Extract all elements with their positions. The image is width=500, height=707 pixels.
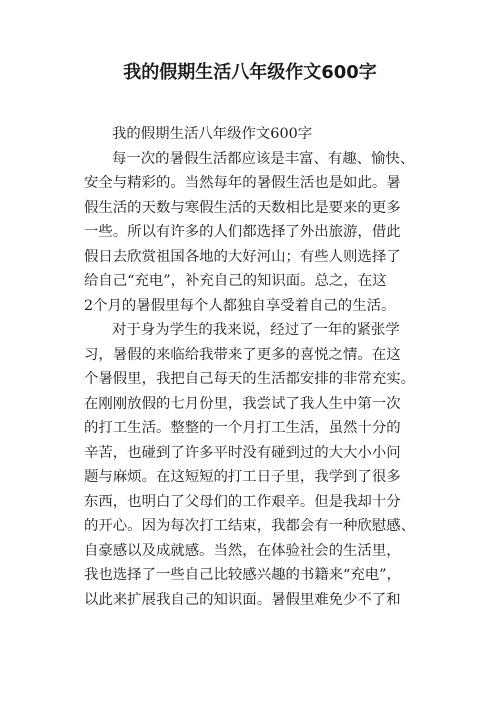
text-line: 的打工生活。整整的一个月打工生活，虽然十分的: [84, 420, 401, 436]
text-line: 东西，也明白了父母们的工作艰辛。但是我却十分: [84, 493, 401, 510]
text-line: 题与麻烦。在这短短的打工日子里，我学到了很多: [84, 469, 401, 485]
document-body: [84, 122, 424, 612]
text-line: 对于身为学生的我来说，经过了一年的紧张学: [112, 322, 400, 338]
text-line: 安全与精彩的。当然每年的暑假生活也是如此。暑: [84, 175, 401, 191]
document-title: 我的假期生活八年级作文600字: [123, 62, 377, 83]
text-line: 一些。所以有许多的人们都选择了外出旅游，借此: [84, 224, 401, 240]
text-line: 在刚刚放假的七月份里，我尝试了我人生中第一次: [84, 395, 401, 412]
text-line: 每一次的暑假生活都应该是丰富、有趣、愉快、: [112, 150, 415, 167]
text-line: 假生活的天数与寒假生活的天数相比是要来的更多: [84, 199, 401, 216]
text-line: 以此来扩展我自己的知识面。暑假里难免少不了和: [84, 591, 401, 608]
text-line: 个暑假里，我把自己每天的生活都安排的非常充实。: [84, 371, 415, 387]
text-line: 辛苦，也碰到了许多平时没有碰到过的大大小小问: [84, 444, 401, 461]
text-line: 习，暑假的来临给我带来了更多的喜悦之情。在这: [84, 346, 401, 363]
text-line: 给自己“充电”，补充自己的知识面。总之，在这: [84, 273, 387, 289]
text-line: 自豪感以及成就感。当然，在体验社会的生活里，: [84, 542, 401, 559]
text-line: 我也选择了一些自己比较感兴趣的书籍来“充电”，: [84, 567, 401, 583]
text-line: 假日去欣赏祖国各地的大好河山；有些人则选择了: [84, 248, 401, 265]
text-line: 我的假期生活八年级作文600字: [112, 126, 313, 142]
text-line: 2个月的暑假里每个人都独自享受着自己的生活。: [84, 297, 396, 314]
text-line: 的开心。因为每次打工结束，我都会有一种欣慰感、: [84, 518, 415, 534]
